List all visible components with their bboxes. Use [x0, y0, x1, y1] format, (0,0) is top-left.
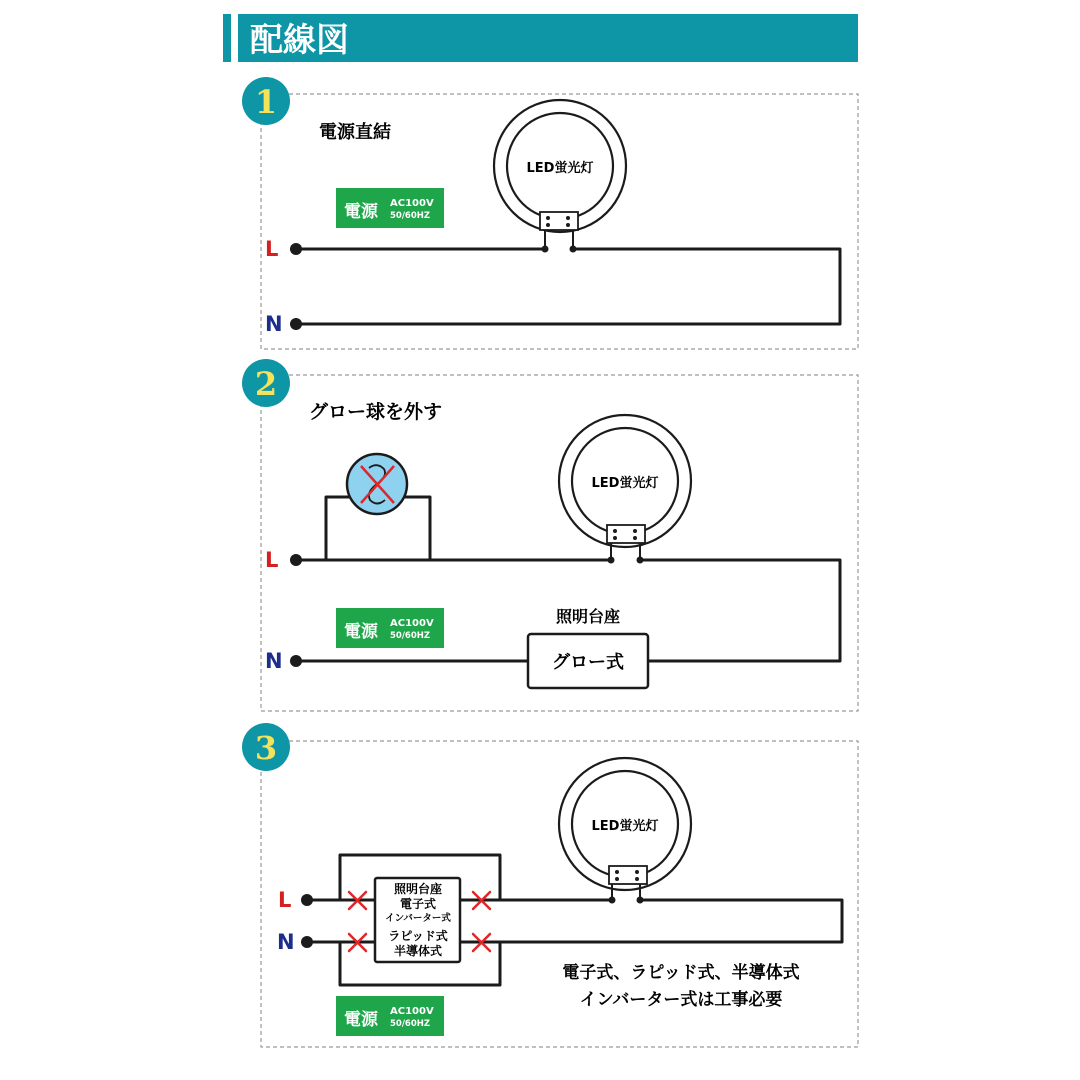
wiring [296, 249, 840, 324]
power-badge [336, 188, 444, 228]
lamp-connector [607, 525, 645, 543]
led-lamp [559, 758, 691, 900]
svg-text:50/60HZ: 50/60HZ [390, 631, 431, 641]
svg-text:電源: 電源 [344, 622, 378, 642]
section-number-badge [242, 359, 290, 407]
svg-text:AC100V: AC100V [390, 618, 434, 629]
terminal-l-dot [290, 554, 302, 566]
note-line-2: インバーター式は工事必要 [579, 990, 783, 1010]
terminal-n-dot [301, 936, 313, 948]
terminal-l-label: L [278, 888, 292, 912]
note-line-1: 電子式、ラピッド式、半導体式 [562, 963, 800, 983]
svg-text:ラピッド式: ラピッド式 [388, 929, 448, 943]
lamp-connector [540, 212, 578, 230]
lamp-label: LED蛍光灯 [591, 819, 659, 834]
svg-text:照明台座: 照明台座 [393, 882, 443, 896]
power-badge [336, 608, 444, 648]
terminal-l-label: L [265, 548, 279, 572]
svg-text:AC100V: AC100V [390, 1006, 434, 1017]
svg-text:半導体式: 半導体式 [393, 944, 443, 958]
svg-text:AC100V: AC100V [390, 198, 434, 209]
glow-starter-removed [326, 454, 430, 560]
svg-text:50/60HZ: 50/60HZ [390, 1019, 431, 1029]
terminal-l-dot [301, 894, 313, 906]
fixture-type: グロー式 [552, 652, 624, 673]
led-lamp [494, 100, 626, 249]
terminal-n-label: N [265, 649, 283, 673]
terminal-n-dot [290, 655, 302, 667]
led-lamp [559, 415, 691, 560]
lamp-label: LED蛍光灯 [526, 161, 594, 176]
svg-text:1: 1 [254, 83, 278, 121]
power-badge [336, 996, 444, 1036]
fixture-box [375, 878, 460, 962]
section-title: 電源直結 [319, 122, 391, 143]
section-1 [242, 77, 858, 349]
section-number-badge [242, 77, 290, 125]
section-3 [242, 723, 858, 1047]
header-banner [223, 14, 858, 62]
page-title: 配線図 [250, 20, 349, 59]
section-number-badge [242, 723, 290, 771]
svg-text:電源: 電源 [344, 202, 378, 222]
lamp-label: LED蛍光灯 [591, 476, 659, 491]
fixture-box [528, 634, 648, 688]
section-2 [242, 359, 858, 711]
fixture-label: 照明台座 [555, 607, 621, 626]
section-title: グロー球を外す [309, 401, 443, 423]
svg-text:50/60HZ: 50/60HZ [390, 211, 431, 221]
svg-text:3: 3 [254, 729, 278, 767]
svg-text:インバーター式: インバーター式 [385, 913, 451, 924]
lamp-connector [609, 866, 647, 884]
svg-text:電子式: 電子式 [399, 897, 437, 911]
terminal-n-label: N [277, 930, 295, 954]
svg-text:電源: 電源 [344, 1010, 378, 1030]
terminal-n-dot [290, 318, 302, 330]
terminal-l-label: L [265, 237, 279, 261]
terminal-l-dot [290, 243, 302, 255]
terminal-n-label: N [265, 312, 283, 336]
svg-text:2: 2 [254, 365, 278, 403]
